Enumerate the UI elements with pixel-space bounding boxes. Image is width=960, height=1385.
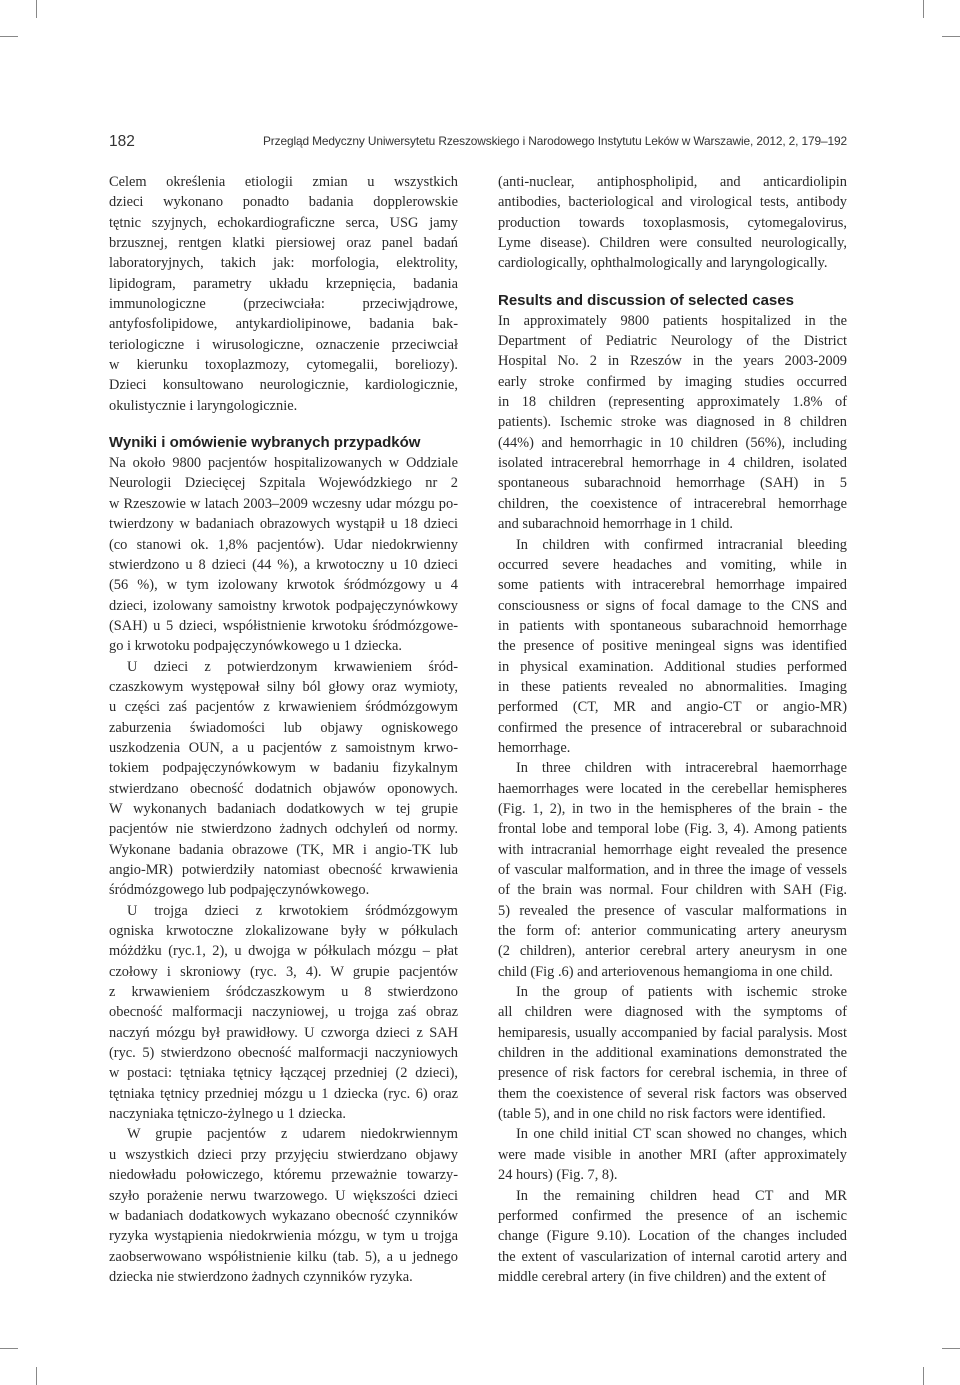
text-line: patients). Ischemic stroke was diagnosed in 8 children bbox=[498, 414, 847, 431]
crop-mark-bottom-left-v bbox=[36, 1367, 37, 1385]
text-line: In approximately 9800 patients hospitalized in the bbox=[498, 312, 847, 329]
text-line: u wszystkich dzieci przy przyjęciu stwierdzano objawy bbox=[109, 1146, 458, 1163]
text-line: teriologiczne i wirusologiczne, oznaczenie przeciwciał bbox=[109, 336, 458, 353]
text-line: w Rzeszowie w latach 2003–2009 wczesny udar mózgu po- bbox=[109, 495, 458, 512]
section-heading: Results and discussion of selected cases bbox=[498, 291, 794, 309]
paragraph bbox=[109, 172, 458, 416]
text-line: were made visible in another MRI (after approximately bbox=[498, 1146, 847, 1163]
text-line: 24 hours) (Fig. 7, 8). bbox=[498, 1167, 618, 1184]
text-line: zaburzenia świadomości lub objawy ogniskowego bbox=[109, 719, 458, 736]
paragraph bbox=[498, 535, 847, 759]
text-line: naczyń mózgu był prawidłowy. U czworga dzieci z SAH bbox=[109, 1024, 458, 1041]
paragraph bbox=[109, 901, 458, 1125]
paragraph bbox=[498, 172, 847, 274]
text-line: spontaneous subarachnoid hemorrhage (SAH) in 5 bbox=[498, 475, 847, 492]
text-line: performed confirmed the presence of an ischemic bbox=[498, 1207, 847, 1224]
text-line: z krwawieniem śródczaszkowym u 8 stwierdzono bbox=[109, 984, 458, 1001]
text-line: production towards toxoplasmosis, cytomegalovirus, bbox=[498, 214, 847, 231]
text-line: U trojga dzieci z krwotokiem śródmózgowym bbox=[127, 902, 458, 919]
text-line: in these patients revealed no abnormalities. Imaging bbox=[498, 678, 847, 695]
text-line: Wykonane badania obrazowe (TK, MR i angio-TK lub bbox=[109, 841, 458, 858]
text-line: consciousness or signs of focal damage to the CNS and bbox=[498, 597, 847, 614]
text-line: go i krwotoku podpajęczynówkowego u 1 dziecka. bbox=[109, 638, 402, 655]
text-line: W wykonanych badaniach dodatkowych w tej grupie bbox=[109, 800, 458, 817]
text-line: stwierdzano obecność dodatnich objawów oponowych. bbox=[109, 780, 458, 797]
text-line: U dzieci z potwierdzonym krwawieniem śród- bbox=[127, 658, 458, 675]
paragraph bbox=[109, 657, 458, 901]
text-line: stwierdzono u 8 dzieci (44 %), a krwotoczny u 10 dzieci bbox=[109, 556, 458, 573]
crop-mark-top-right bbox=[942, 36, 960, 37]
text-line: dzieci, izolowany samoistny krwotok podpajęczynówkowy bbox=[109, 597, 458, 614]
text-line: children, the coexistence of intracerebral hemorrhage bbox=[498, 495, 847, 512]
text-line: twierdzony w badaniach obrazowych wystąpił u 18 dzieci bbox=[109, 516, 458, 533]
text-line: Na około 9800 pacjentów hospitalizowanych w Oddziale bbox=[109, 455, 458, 472]
text-line: In one child initial CT scan showed no changes, which bbox=[516, 1126, 847, 1143]
text-line: uszkodzenia OUN, a u pacjentów z samoistnym krwo- bbox=[109, 739, 458, 756]
text-line: Lyme disease). Children were consulted neurologically, bbox=[498, 235, 847, 252]
text-line: with intracranial hemorrhage eight revealed the presence bbox=[498, 841, 847, 858]
text-line: u części zaś pacjentów z krwawieniem śródmózgowym bbox=[109, 699, 458, 716]
text-line: In children with confirmed intracranial bleeding bbox=[516, 536, 847, 553]
text-line: okulistycznie i laryngologicznie. bbox=[109, 397, 298, 414]
text-line: pacjentów nie stwierdzono żadnych odchyleń od normy. bbox=[109, 821, 458, 838]
paragraph bbox=[498, 1186, 847, 1288]
text-line: lipidogram, parametry układu krzepnięcia, badania bbox=[109, 275, 458, 292]
text-line: (2 children), anterior cerebral artery aneurysm in one bbox=[498, 943, 847, 960]
crop-mark-bottom-left bbox=[0, 1348, 18, 1349]
crop-mark-bottom-right-v bbox=[923, 1367, 924, 1385]
paragraph bbox=[498, 311, 847, 535]
crop-mark-top-left-v bbox=[36, 0, 37, 18]
text-line: middle cerebral artery (in five children) and the extent of bbox=[498, 1268, 827, 1285]
text-line: laboratoryjnych, takich jak: morfologia, elektrolity, bbox=[109, 255, 458, 272]
text-line: szyło porażenie nerwu twarzowego. U większości dzieci bbox=[109, 1187, 458, 1204]
right-column-english bbox=[498, 172, 847, 1287]
text-line: early stroke confirmed by imaging studies occurred bbox=[498, 373, 847, 390]
text-line: in physical examination. Additional studies performed bbox=[498, 658, 847, 675]
text-line: (ryc. 5) stwierdzono obecność malformacji naczyniowych bbox=[109, 1045, 458, 1062]
paragraph bbox=[109, 453, 458, 656]
paragraph bbox=[498, 1124, 847, 1185]
text-line: immunologiczne (przeciwciała: przeciwjądrowe, bbox=[109, 296, 458, 313]
paragraph bbox=[498, 982, 847, 1124]
text-line: antyfosfolipidowe, antykardiolipinowe, badania bak- bbox=[109, 316, 458, 333]
text-line: in patients with spontaneous subarachnoid hemorrhage bbox=[498, 617, 847, 634]
text-line: isolated intracerebral hemorrhage in 4 children, isolated bbox=[498, 455, 847, 472]
text-line: occurred severe headaches and vomiting, while in bbox=[498, 556, 847, 573]
text-line: Department of Pediatric Neurology of the District bbox=[498, 333, 847, 350]
text-line: (co stanowi ok. 1,8% pacjentów). Udar niedokrwienny bbox=[109, 536, 458, 553]
text-line: haemorrhages were located in the cerebellar hemispheres bbox=[498, 780, 847, 797]
text-line: niedowładu połowiczego, któremu przeważnie towarzy- bbox=[109, 1167, 458, 1184]
text-line: Celem określenia etiologii zmian u wszystkich bbox=[109, 174, 458, 190]
text-line: tokiem podpajęczynówkowym w badaniu fizykalnym bbox=[109, 760, 458, 777]
text-line: performed (CT, MR and angio-CT or angio-MR) bbox=[498, 699, 847, 716]
text-line: naczyniaka tętniczo-żylnego u 1 dziecka. bbox=[109, 1106, 346, 1123]
text-line: dziecka nie stwierdzono żadnych czynników ryzyka. bbox=[109, 1268, 413, 1285]
text-line: cardiologically, ophthalmologically and laryngologically. bbox=[498, 255, 828, 272]
text-line: the form of: anterior communicating artery aneurysm bbox=[498, 923, 847, 940]
text-line: śródmózgowego lub podpajęczynówkowego. bbox=[109, 882, 370, 899]
text-line: 5) revealed the presence of vascular malformations in bbox=[498, 902, 847, 919]
text-line: of vascular malformation, and in three the image of vessels bbox=[498, 862, 847, 878]
text-line: ryzyka wystąpienia niedokrwienia mózgu, w tym u trojga bbox=[109, 1228, 458, 1245]
text-line: czołowy i skroniowy (ryc. 3, 4). W grupie pacjentów bbox=[109, 963, 458, 980]
crop-mark-top-left bbox=[0, 36, 18, 37]
section-heading: Wyniki i omówienie wybranych przypadków bbox=[109, 434, 421, 452]
text-line: w kierunku toxoplazmozy, cytomegalii, boreliozy). bbox=[109, 357, 458, 374]
text-line: dzieci wykonano ponadto badania dopplerowskie bbox=[109, 194, 458, 211]
text-line: all children were diagnosed with the symptoms of bbox=[498, 1004, 847, 1021]
text-line: W grupie pacjentów z udarem niedokrwiennym bbox=[127, 1126, 458, 1143]
text-line: and subarachnoid hemorrhage in 1 child. bbox=[498, 516, 733, 533]
text-line: angio-MR) potwierdziły natomiast obecność krwawienia bbox=[109, 862, 458, 878]
crop-mark-bottom-right bbox=[942, 1348, 960, 1349]
text-line: tętnic szyjnych, echokardiograficzne serca, USG jamy bbox=[109, 214, 458, 231]
text-line: In the remaining children head CT and MR bbox=[516, 1187, 847, 1204]
left-column-polish bbox=[109, 172, 458, 1287]
page-header bbox=[109, 133, 847, 153]
text-line: In three children with intracerebral haemorrhage bbox=[516, 760, 847, 777]
crop-mark-top-right-v bbox=[923, 0, 924, 18]
text-line: Dzieci konsultowano neurologicznie, kardiologicznie, bbox=[109, 377, 458, 394]
text-line: (Fig. 1, 2), in two in the hemispheres of the brain - the bbox=[498, 800, 847, 817]
text-line: the extent of vascularization of internal carotid artery and bbox=[498, 1248, 847, 1265]
text-line: Hospital No. 2 in Rzeszów in the years 2003-2009 bbox=[498, 353, 847, 370]
text-line: child (Fig .6) and arteriovenous hemangioma in one child. bbox=[498, 963, 833, 980]
text-line: (56 %), w tym izolowany krwotok śródmózgowy u 4 bbox=[109, 577, 458, 594]
text-line: ogniska krwotoczne zlokalizowane były w półkulach bbox=[109, 923, 458, 940]
text-line: children in the additional examinations demonstrated the bbox=[498, 1045, 847, 1062]
text-line: brzusznej, rentgen klatki piersiowej oraz panel badań bbox=[109, 235, 458, 252]
text-line: w postaci: tętniaka tętnicy łączącej przedniej (2 dzieci), bbox=[109, 1065, 458, 1082]
text-line: móżdżku (ryc.1, 2), u dwojga w półkulach mózgu – płat bbox=[109, 943, 458, 960]
text-line: confirmed the presence of intracerebral or subarachnoid bbox=[498, 719, 847, 736]
text-line: w badaniach dodatkowych wykazano obecność czynników bbox=[109, 1207, 458, 1224]
journal-running-head: Przegląd Medyczny Uniwersytetu Rzeszowskiego i Narodowego Instytutu Leków w Warszawie, 2012, 2, 179–192 bbox=[262, 134, 847, 148]
text-line: antibodies, bacteriological and virological tests, antibody bbox=[498, 194, 847, 211]
text-line: tętniaka tętnicy przedniej mózgu u 1 dziecka (ryc. 6) oraz bbox=[109, 1085, 458, 1102]
text-line: of the brain was normal. Four children with SAH (Fig. bbox=[498, 882, 847, 899]
text-line: (SAH) u 5 dzieci, współistnienie krwotoku śródmózgowe- bbox=[109, 617, 458, 634]
text-line: in 18 children (representing approximately 1.8% of bbox=[498, 394, 847, 411]
text-line: presence of risk factors for cerebral ischemia, in three of bbox=[498, 1065, 847, 1082]
text-line: obecność malformacji naczyniowej, u trojga zaś obraz bbox=[109, 1004, 458, 1021]
text-line: hemorrhage. bbox=[498, 739, 571, 756]
text-line: the presence of positive meningeal signs was identified bbox=[498, 638, 847, 655]
paragraph bbox=[109, 1124, 458, 1287]
text-line: hemiparesis, usually accompanied by facial paralysis. Most bbox=[498, 1024, 847, 1041]
text-line: frontal lobe and temporal lobe (Fig. 3, 4). Among patients bbox=[498, 821, 847, 838]
text-line: zaobserwowano współistnienie kilku (tab. 5), a u jednego bbox=[109, 1248, 458, 1265]
text-line: In the group of patients with ischemic stroke bbox=[516, 984, 847, 1001]
text-line: change (Figure 9.10). Location of the changes included bbox=[498, 1228, 847, 1245]
text-line: (44%) and hemorrhagic in 10 children (56%), including bbox=[498, 434, 847, 451]
page-number: 182 bbox=[109, 133, 135, 150]
text-line: them the coexistence of several risk factors was observed bbox=[498, 1085, 847, 1102]
text-line: (anti-nuclear, antiphospholipid, and anticardiolipin bbox=[498, 174, 847, 190]
paragraph bbox=[498, 758, 847, 982]
text-line: some patients with intracerebral hemorrhage impaired bbox=[498, 577, 847, 594]
text-line: czaszkowym występował silny ból głowy oraz wymioty, bbox=[109, 678, 458, 695]
text-line: (table 5), and in one child no risk factors were identified. bbox=[498, 1106, 826, 1123]
text-line: Neurologii Dziecięcej Szpitala Wojewódzkiego nr 2 bbox=[109, 475, 458, 492]
